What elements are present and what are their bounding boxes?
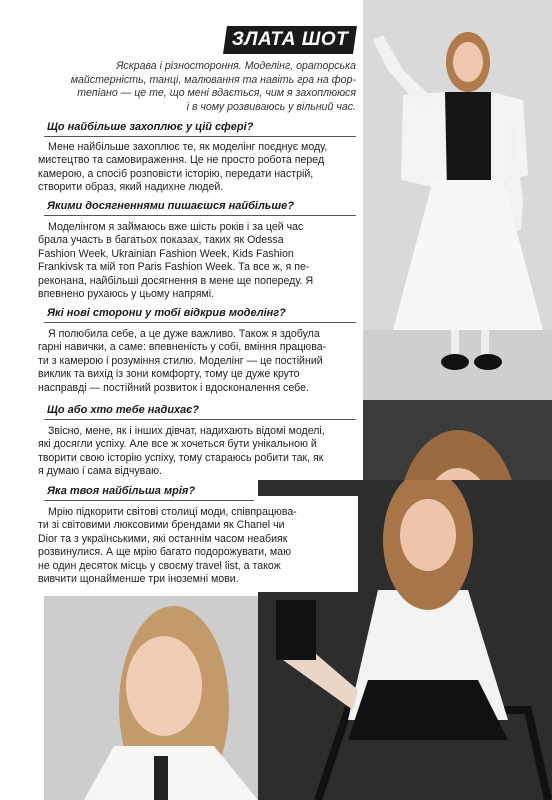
answer-line: творити свою історію успіху, тому стараюсь робити так, як (38, 451, 324, 464)
answer-line: брала участь в багатьох показах, таких як Odessa (38, 234, 284, 247)
question: Що або хто тебе надихає? (47, 404, 200, 416)
answer-line: які досягли успіху. Але все ж хочеться бути унікальною й (38, 438, 317, 451)
page-title: ЗЛАТА ШОТ (231, 29, 349, 50)
answer-line: ти з камерою і розуміння стилю. Моделінг — це постійний (38, 354, 323, 367)
answer-line: виклик та вихід із зони комфорту, тому це дуже круто (38, 368, 300, 381)
answer-paragraph (38, 141, 327, 195)
question-underline (44, 215, 356, 216)
answer-line: впевнено рухаюсь у цьому напрямі. (38, 288, 215, 301)
intro-paragraph (30, 60, 356, 114)
answer-line: камерою, а спосіб розповісти історію, передати настрій, (38, 167, 314, 180)
question: Що найбільше захоплює у цій сфері? (47, 121, 254, 133)
answer-line: гарні навички, а саме: впевненість у собі, вміння працюва- (38, 341, 327, 354)
answer-line: реконана, найбільші досягнення в мене ще попереду. Я (38, 274, 314, 287)
answer-line: не один десяток місць у своєму travel list, а також (38, 559, 281, 572)
intro-line: майстерність, танці, малювання та навіть гра на фор- (70, 73, 356, 86)
intro-line: Яскрава і різностороння. Моделінг, ораторська (116, 60, 356, 72)
question: Якими досягненнями пишаєшся найбільше? (47, 200, 294, 212)
answer-paragraph (38, 328, 326, 395)
photo-model-closeup (44, 596, 258, 800)
question-underline (44, 136, 356, 137)
photo-model-white-outfit (363, 0, 552, 400)
answer-paragraph (38, 425, 325, 479)
intro-line: і в чому розвиваюсь у вільний час. (186, 100, 356, 113)
answer-line: ти зі світовими люксовими брендами як Chanel чи (38, 519, 285, 532)
answer-paragraph (38, 506, 297, 586)
answer-line: мистецтво та самовираження. Це не просто робота перед (38, 154, 325, 167)
answer-line: Frankivsk та мій топ Paris Fashion Week. Та все ж, я пе- (38, 261, 310, 274)
answer-line: насправді — постійний розвиток і вдосконалення себе. (38, 381, 309, 394)
answer-line: розвинулися. А ще мрію багато подорожувати, маю (38, 546, 292, 559)
question: Які нові сторони у тобі відкрив моделінг? (47, 307, 286, 319)
intro-line: тепіано — це те, що мені вдається, чим я захоплююся (77, 87, 356, 100)
answer-line: Я полюбила себе, а це дуже важливо. Також я здобула (48, 328, 320, 340)
answer-line: я думаю і сама відчуваю. (38, 465, 162, 478)
question: Яка твоя найбільша мрія? (47, 485, 196, 497)
answer-line: Fashion Week, Ukrainian Fashion Week, Kids Fashion (38, 247, 294, 260)
answer-line: Мене найбільше захоплює те, як моделінг поєднує моду, (48, 141, 328, 153)
answer-line: Звісно, мене, як і інших дівчат, надихають відомі моделі, (48, 425, 325, 437)
question-underline (44, 419, 356, 420)
answer-line: Моделінгом я займаюсь вже шість років і за цей час (48, 221, 304, 233)
answer-paragraph (38, 221, 313, 301)
answer-line: вивчити щонайменше три іноземні мови. (38, 573, 239, 586)
answer-line: Мрію підкорити світові столиці моди, співпрацюва- (48, 506, 297, 518)
answer-line: створити образ, який надихне людей. (38, 181, 224, 194)
answer-line: Dior та з українськими, які останнім часом неабияк (38, 532, 288, 545)
question-underline (44, 322, 356, 323)
question-underline (44, 500, 254, 501)
